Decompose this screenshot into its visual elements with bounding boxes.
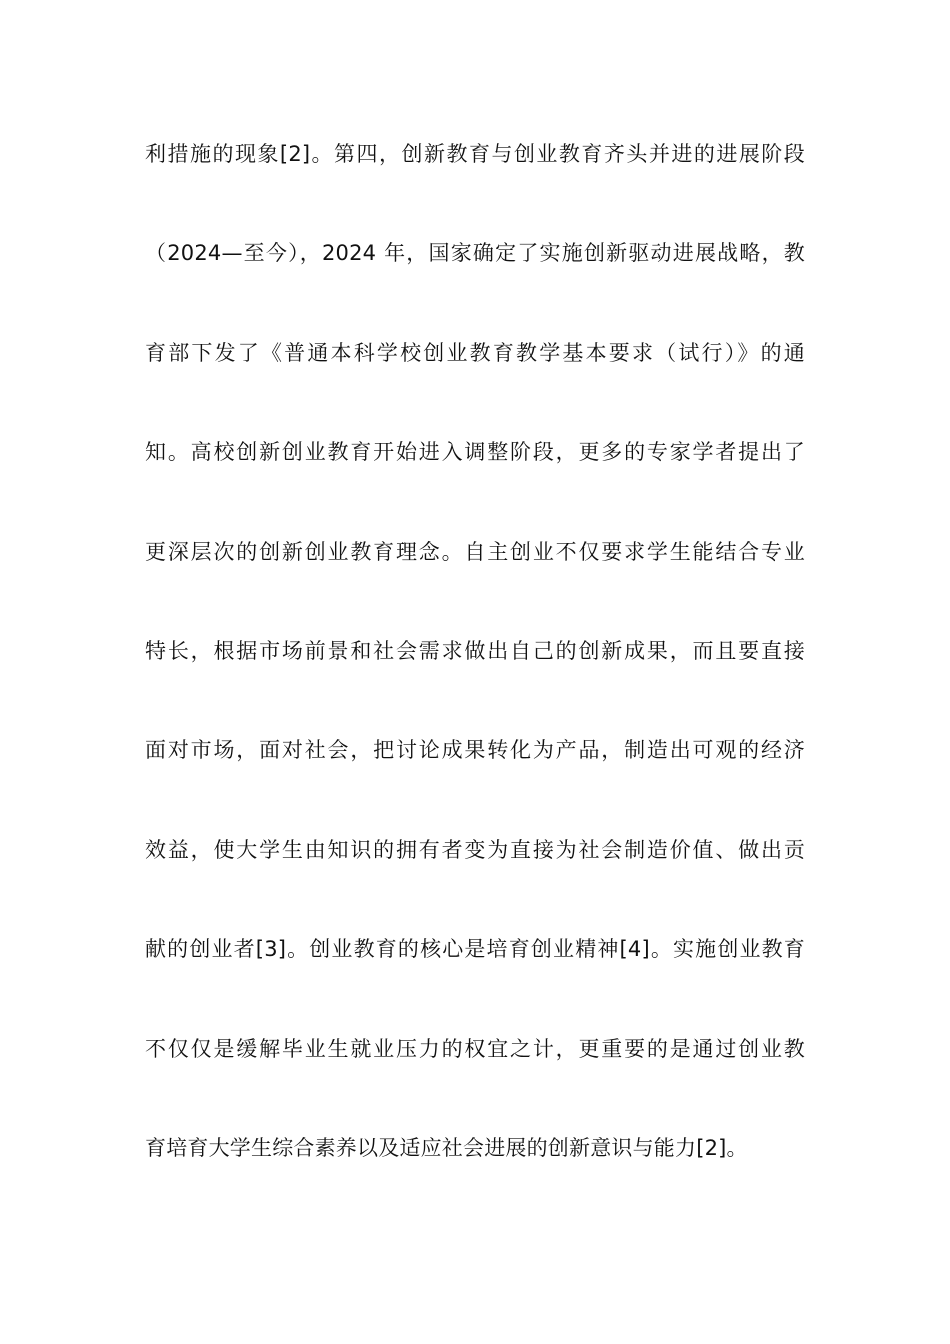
text-line: 利措施的现象[2]。第四，创新教育与创业教育齐头并进的进展阶段	[145, 142, 805, 166]
text-line: 效益，使大学生由知识的拥有者变为直接为社会制造价值、做出贡	[145, 837, 805, 862]
body-paragraph	[145, 132, 805, 1225]
text-line-last: 育培育大学生综合素养以及适应社会进展的创新意识与能力[2]。	[145, 1135, 748, 1160]
text-line: 不仅仅是缓解毕业生就业压力的权宜之计，更重要的是通过创业教	[145, 1036, 805, 1061]
text-line: 献的创业者[3]。创业教育的核心是培育创业精神[4]。实施创业教育	[145, 937, 805, 962]
text-line: 知。高校创新创业教育开始进入调整阶段，更多的专家学者提出了	[145, 440, 805, 465]
text-line: 更深层次的创新创业教育理念。自主创业不仅要求学生能结合专业	[145, 539, 805, 564]
text-line: 面对市场，面对社会，把讨论成果转化为产品，制造出可观的经济	[145, 738, 805, 763]
text-line: 育部下发了《普通本科学校创业教育教学基本要求（试行）》的通	[145, 340, 805, 365]
text-line: （2024—至今），2024 年，国家确定了实施创新驱动进展战略，教	[145, 241, 805, 266]
text-line: 特长，根据市场前景和社会需求做出自己的创新成果，而且要直接	[145, 638, 805, 663]
